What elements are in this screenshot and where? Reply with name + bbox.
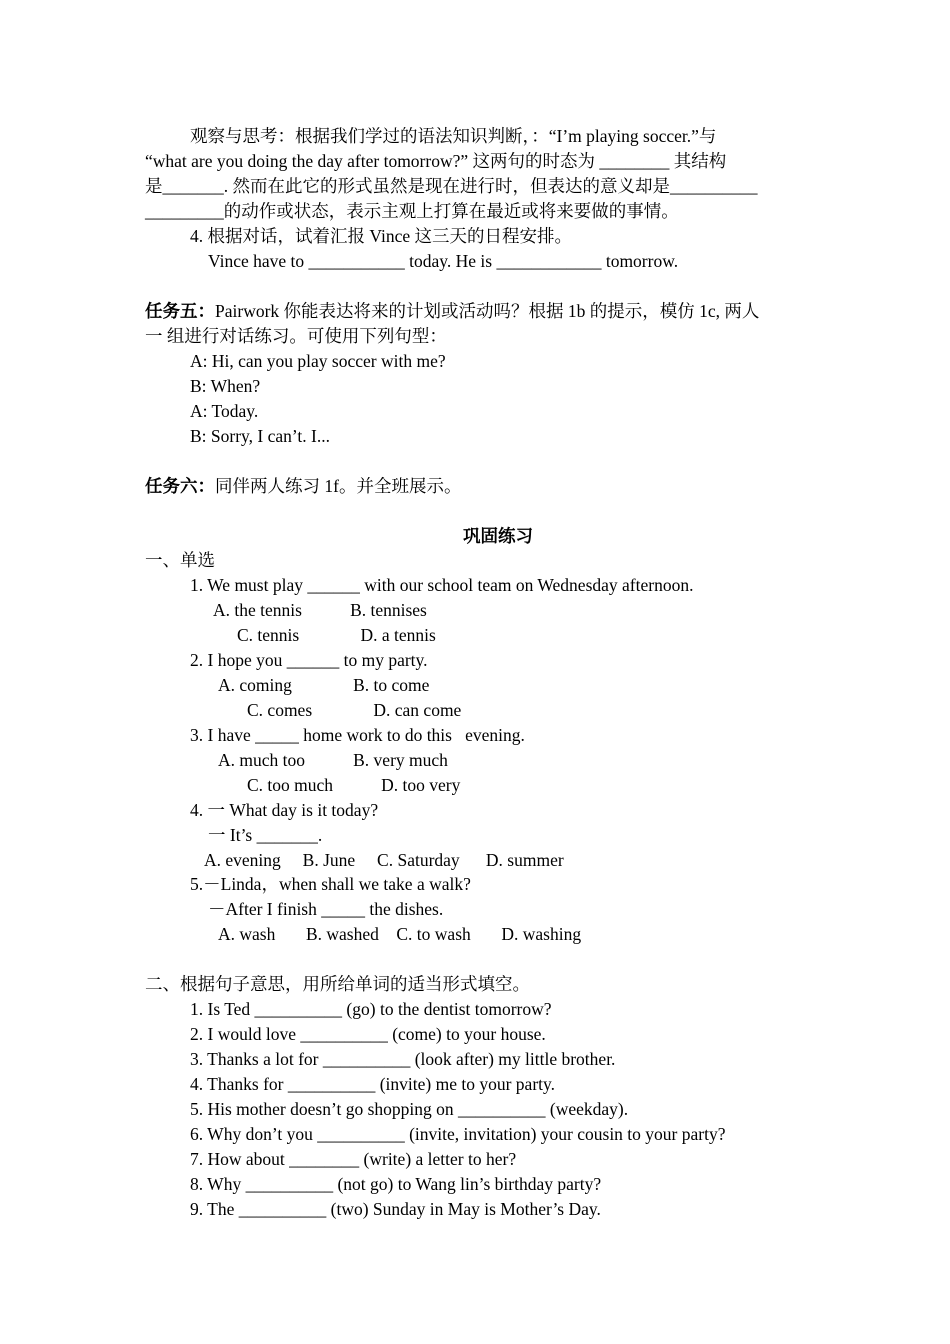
task6-line bbox=[145, 474, 461, 499]
mc-question-3-options-cd: C. too much D. too very bbox=[247, 775, 461, 795]
mc-question-5-reply: －After I finish _____ the dishes. bbox=[208, 899, 444, 919]
practice-title: 巩固练习 bbox=[463, 526, 533, 546]
observe-line-4: _________的动作或状态，表示主观上打算在最近或将来要做的事情。 bbox=[145, 201, 679, 221]
fill-question: 2. I would love __________ (come) to your house. bbox=[190, 1024, 546, 1044]
observe-question-4-answer: Vince have to ___________ today. He is ____________ tomorrow. bbox=[208, 251, 679, 271]
mc-question-3: 3. I have _____ home work to do this evening. bbox=[190, 725, 525, 745]
task6-label: 任务六： bbox=[145, 476, 215, 496]
dialogue-line-3: A: Today. bbox=[190, 401, 259, 421]
task6-text: 同伴两人练习 1f。并全班展示。 bbox=[215, 476, 462, 496]
fill-question: 8. Why __________ (not go) to Wang lin’s birthday party? bbox=[190, 1174, 602, 1194]
section-2-heading: 二、根据句子意思，用所给单词的适当形式填空。 bbox=[145, 974, 530, 994]
mc-question-4: 4. 一 What day is it today? bbox=[190, 800, 379, 820]
task5-line-1 bbox=[145, 299, 759, 324]
task5-label: 任务五： bbox=[145, 301, 215, 321]
fill-question: 4. Thanks for __________ (invite) me to your party. bbox=[190, 1074, 556, 1094]
section-1-heading: 一、单选 bbox=[145, 550, 215, 570]
mc-question-2: 2. I hope you ______ to my party. bbox=[190, 650, 428, 670]
fill-question: 3. Thanks a lot for __________ (look after) my little brother. bbox=[190, 1049, 616, 1069]
mc-question-4-reply: 一 It’s _______. bbox=[208, 825, 323, 845]
mc-question-1-options-cd: C. tennis D. a tennis bbox=[237, 625, 436, 645]
observe-line-2: “what are you doing the day after tomorrow?” 这两句的时态为 ________ 其结构 bbox=[145, 151, 727, 171]
fill-question: 9. The __________ (two) Sunday in May is Mother’s Day. bbox=[190, 1199, 601, 1219]
observe-line-3: 是_______. 然而在此它的形式虽然是现在进行时，但表达的意义却是__________ bbox=[145, 176, 758, 196]
mc-question-5: 5.－Linda，when shall we take a walk? bbox=[190, 874, 471, 894]
task5-text-2: 一 组进行对话练习。可使用下列句型： bbox=[145, 326, 447, 346]
fill-question: 7. How about ________ (write) a letter to her? bbox=[190, 1149, 517, 1169]
fill-question: 6. Why don’t you __________ (invite, invitation) your cousin to your party? bbox=[190, 1124, 726, 1144]
mc-question-2-options-ab: A. coming B. to come bbox=[218, 675, 430, 695]
dialogue-line-1: A: Hi, can you play soccer with me? bbox=[190, 351, 446, 371]
task5-text-1: Pairwork 你能表达将来的计划或活动吗？根据 1b 的提示，模仿 1c, 两人 bbox=[215, 301, 760, 321]
mc-question-5-options: A. wash B. washed C. to wash D. washing bbox=[218, 924, 582, 944]
dialogue-line-4: B: Sorry, I can’t. I... bbox=[190, 426, 330, 446]
mc-question-4-options: A. evening B. June C. Saturday D. summer bbox=[204, 850, 564, 870]
fill-question: 1. Is Ted __________ (go) to the dentist tomorrow? bbox=[190, 999, 552, 1019]
fill-question: 5. His mother doesn’t go shopping on __________ (weekday). bbox=[190, 1099, 629, 1119]
mc-question-3-options-ab: A. much too B. very much bbox=[218, 750, 448, 770]
observe-line-1: 观察与思考：根据我们学过的语法知识判断，：“I’m playing soccer.”与 bbox=[190, 126, 717, 146]
dialogue-line-2: B: When? bbox=[190, 376, 261, 396]
observe-question-4: 4. 根据对话，试着汇报 Vince 这三天的日程安排。 bbox=[190, 226, 572, 246]
mc-question-2-options-cd: C. comes D. can come bbox=[247, 700, 462, 720]
mc-question-1-options-ab: A. the tennis B. tennises bbox=[213, 600, 427, 620]
mc-question-1: 1. We must play ______ with our school team on Wednesday afternoon. bbox=[190, 575, 694, 595]
